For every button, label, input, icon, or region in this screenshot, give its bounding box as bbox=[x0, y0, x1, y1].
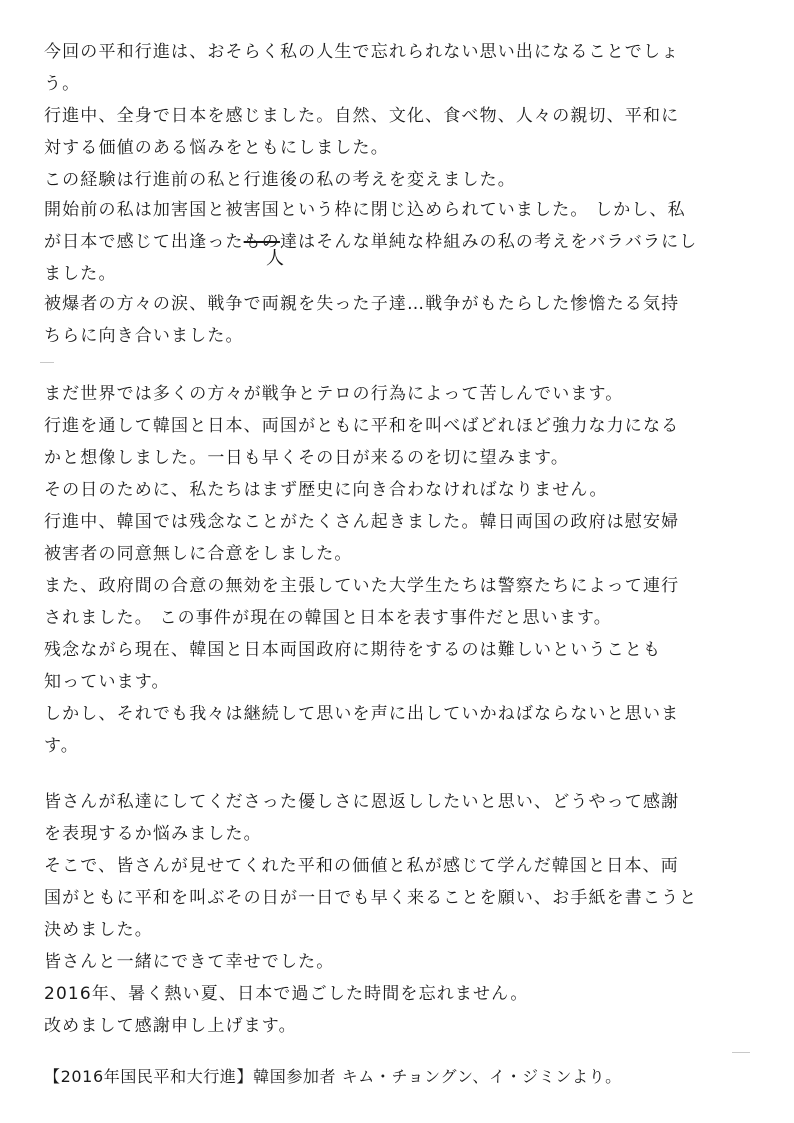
handwritten-insertion: 人 bbox=[266, 248, 284, 269]
text-line: また、政府間の合意の無効を主張していた大学生たちは警察たちによって連行 bbox=[44, 576, 680, 596]
text-segment: 達はそんな単純な枠組みの私の考えをバラバラにし bbox=[279, 232, 698, 252]
text-line: 決めました。 bbox=[44, 920, 153, 940]
scan-mark bbox=[40, 362, 54, 363]
text-line: 残念ながら現在、韓国と日本両国政府に期待をするのは難しいということも bbox=[44, 640, 662, 660]
text-line: 行進中、韓国では残念なことがたくさん起きました。韓日両国の政府は慰安婦 bbox=[44, 512, 680, 532]
paragraph-3 bbox=[44, 164, 754, 196]
text-line: まだ世界では多くの方々が戦争とテロの行為によって苦しんでいます。 bbox=[44, 384, 624, 404]
text-line: 開始前の私は加害国と被害国という枠に閉じ込められていました。 しかし、私 bbox=[44, 200, 686, 220]
text-line: ました。 bbox=[44, 264, 117, 284]
text-line: その日のために、私たちはまず歴史に向き合わなければなりません。 bbox=[44, 480, 608, 500]
text-line: 改めまして感謝申し上げます。 bbox=[44, 1016, 297, 1036]
paragraph-1 bbox=[44, 36, 754, 100]
text-line: 皆さんと一緒にできて幸せでした。 bbox=[44, 952, 335, 972]
text-line: 国がともに平和を叫ぶその日が一日でも早く来ることを願い、お手紙を書こうと bbox=[44, 888, 698, 908]
paragraph-4 bbox=[44, 194, 754, 290]
text-line: 行進中、全身で日本を感じました。自然、文化、食べ物、人々の親切、平和に bbox=[44, 106, 680, 126]
text-line-with-correction bbox=[44, 226, 754, 258]
text-line: 今回の平和行進は、おそらく私の人生で忘れられない思い出になることでしょ bbox=[44, 42, 680, 62]
text-line: す。 bbox=[44, 736, 79, 756]
signature-line: 【2016年国民平和大行進】韓国参加者 キム・チョングン、イ・ジミンより。 bbox=[44, 1067, 622, 1086]
text-line: 知っています。 bbox=[44, 672, 170, 692]
text-line: 対する価値のある悩みをともにしました。 bbox=[44, 138, 389, 158]
text-line: そこで、皆さんが見せてくれた平和の価値と私が感じて学んだ韓国と日本、両 bbox=[44, 856, 679, 876]
text-line: ちらに向き合いました。 bbox=[44, 326, 244, 346]
scan-mark bbox=[732, 1052, 750, 1053]
text-line: う。 bbox=[44, 74, 81, 94]
text-line: 2016年、暑く熱い夏、日本で過ごした時間を忘れません。 bbox=[44, 984, 529, 1004]
text-line: を表現するか悩みました。 bbox=[44, 824, 262, 844]
text-line: 被爆者の方々の涙、戦争で両親を失った子達…戦争がもたらした惨憺たる気持 bbox=[44, 294, 680, 314]
text-line: 行進を通して韓国と日本、両国がともに平和を叫べばどれほど強力な力になる bbox=[44, 416, 680, 436]
paragraph-2 bbox=[44, 100, 754, 164]
text-segment: が日本で感じて出逢った bbox=[44, 232, 244, 252]
paragraph-6 bbox=[44, 378, 754, 762]
text-line: しかし、それでも我々は継続して思いを声に出していかねばならないと思いま bbox=[44, 704, 680, 724]
text-line: 被害者の同意無しに合意をしました。 bbox=[44, 544, 353, 564]
struck-out-word: もの bbox=[243, 232, 280, 252]
text-line: 皆さんが私達にしてくださった優しさに恩返ししたいと思い、どうやって感謝 bbox=[44, 792, 680, 812]
paragraph-7 bbox=[44, 786, 754, 1042]
paragraph-5 bbox=[44, 288, 754, 352]
text-line: この経験は行進前の私と行進後の私の考えを変えました。 bbox=[44, 170, 516, 190]
text-line: かと想像しました。一日も早くその日が来るのを切に望みます。 bbox=[44, 448, 569, 468]
text-line: されました。 この事件が現在の韓国と日本を表す事件だと思います。 bbox=[44, 608, 612, 628]
